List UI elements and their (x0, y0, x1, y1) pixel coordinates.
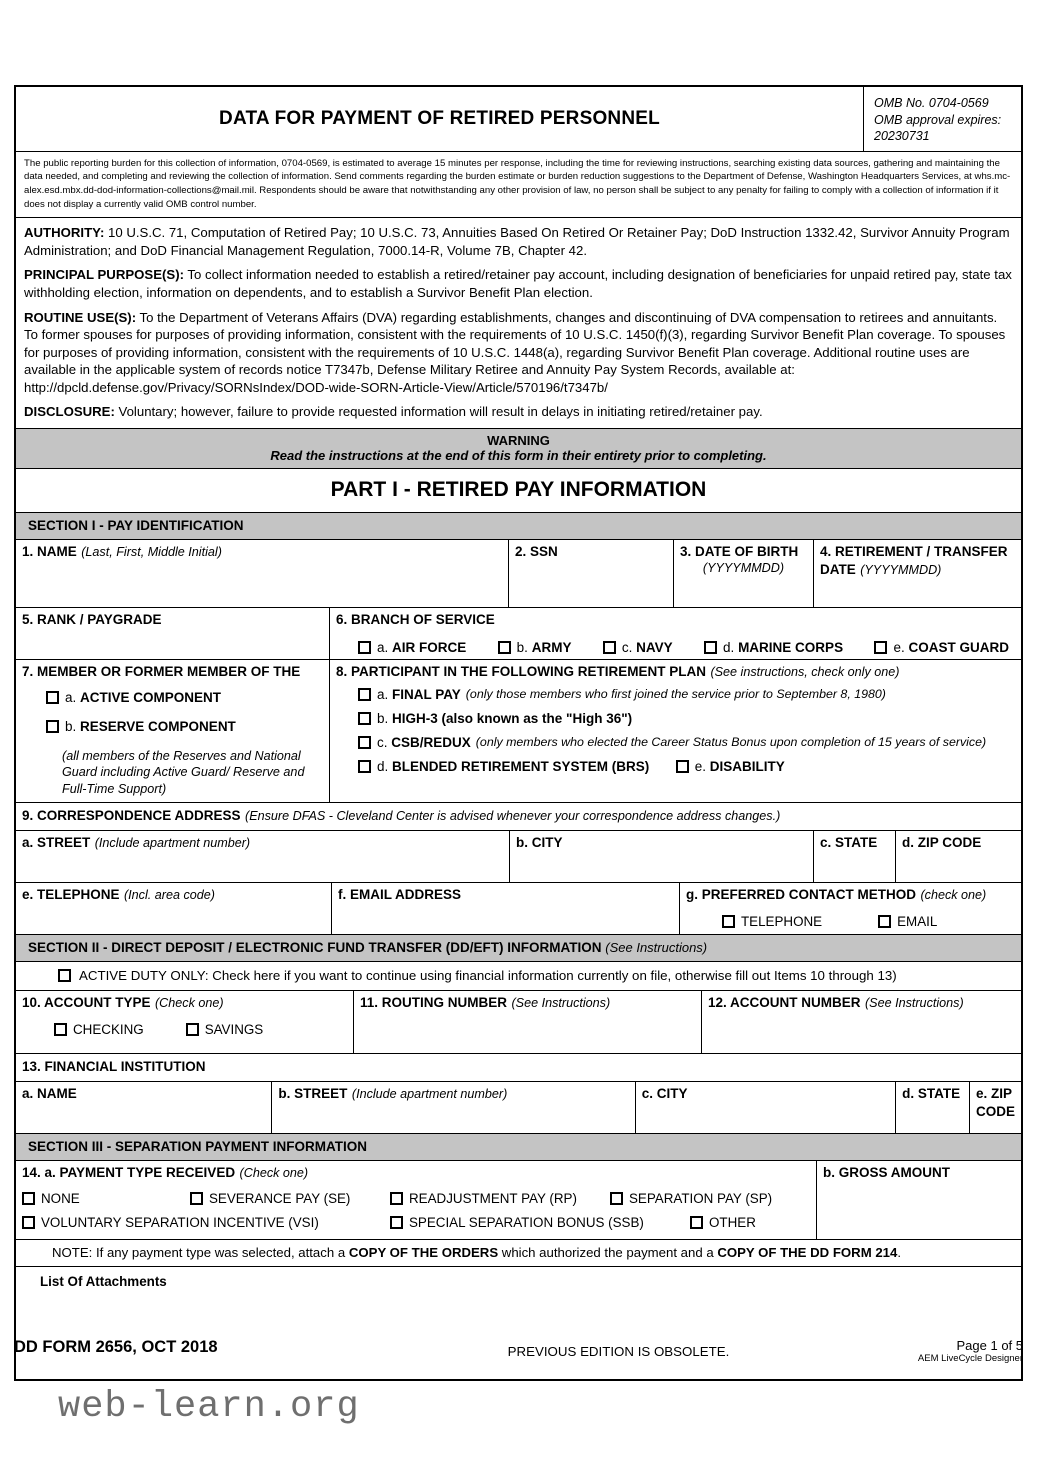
field-retirement-transfer-date[interactable] (814, 540, 1021, 607)
field-date-of-birth[interactable] (674, 540, 814, 607)
contact-row (16, 883, 1021, 935)
payment-option-vsi[interactable] (22, 1215, 390, 1230)
branch-option-navy[interactable] (603, 640, 673, 655)
payment-option-ssb[interactable] (390, 1215, 690, 1230)
field-payment-type (16, 1161, 817, 1239)
item9c-label: c. STATE (820, 834, 878, 850)
form-title-cell (16, 87, 864, 151)
plan-note-csb-redux: (only members who elected the Career Status Bonus upon completion of 15 years of service) (475, 735, 987, 750)
item9b-label: b. CITY (516, 834, 563, 850)
branch-label-coast-guard: COAST GUARD (908, 639, 1009, 655)
plan-label-csb-redux: CSB/REDUX (391, 734, 471, 750)
orders-note (16, 1240, 1021, 1266)
item9a-label: a. STREET (22, 834, 91, 850)
checkbox-icon[interactable] (186, 1023, 199, 1036)
section1-bar: SECTION I - PAY IDENTIFICATION (28, 517, 244, 533)
section1-bar-row (16, 513, 1021, 540)
checkbox-icon[interactable] (874, 641, 887, 654)
warning-heading: WARNING (487, 432, 550, 448)
checkbox-icon[interactable] (58, 969, 71, 982)
form-identifier: DD FORM 2656, OCT 2018 (14, 1338, 218, 1356)
note-mid: which authorized the payment and a (498, 1244, 718, 1260)
active-duty-row (16, 962, 1021, 991)
page-number: Page 1 of 5 (956, 1338, 1023, 1353)
payment-label-vsi: VOLUNTARY SEPARATION INCENTIVE (VSI) (41, 1214, 319, 1230)
field-street[interactable] (16, 831, 510, 882)
warning-row (16, 429, 1021, 469)
designer-credit: AEM LiveCycle Designer (917, 1353, 1023, 1364)
disclosure-text: Voluntary; however, failure to provide requested information will result in delays in initiating retired/retainer pay. (114, 404, 763, 420)
item3-label: 3. DATE OF BIRTH (680, 543, 799, 559)
field-fi-zip-code[interactable] (970, 1082, 1021, 1133)
section2-bar-row (16, 935, 1021, 962)
item3-hint: (YYYYMMDD) (702, 560, 785, 575)
orders-note-row (16, 1240, 1021, 1267)
member-option-active[interactable] (46, 690, 221, 705)
member-label-active: ACTIVE COMPONENT (80, 689, 222, 705)
account-info-row (16, 991, 1021, 1054)
omb-expires-value: 20230731 (874, 129, 930, 144)
form-page (14, 85, 1023, 1381)
item11-hint: (See Instructions) (511, 995, 611, 1010)
field-email-address[interactable] (332, 883, 680, 934)
checkbox-icon[interactable] (358, 712, 371, 725)
field-zip-code[interactable] (896, 831, 1021, 882)
item13b-hint: (Include apartment number) (351, 1086, 508, 1101)
authority-text: 10 U.S.C. 71, Computation of Retired Pay; 10 U.S.C. 73, Annuities Based On Retired Or Retainer Pay; DoD Instruction 1332.42, Survivor Annuity Program Administration; and DoD Financial Management Regulation, 7000.14-R, Volume 7B, Chapter 42. (24, 225, 1010, 258)
note-end: . (897, 1244, 902, 1260)
attachments-label: List Of Attachments (40, 1273, 167, 1289)
item9g-hint: (check one) (920, 887, 987, 902)
item8-label: 8. PARTICIPANT IN THE FOLLOWING RETIREMENT PLAN (336, 663, 706, 679)
branch-options (336, 640, 1015, 655)
item13-label: 13. FINANCIAL INSTITUTION (22, 1058, 206, 1074)
item9f-label: f. EMAIL ADDRESS (338, 886, 462, 902)
item12-hint: (See Instructions) (864, 995, 964, 1010)
item9g-label: g. PREFERRED CONTACT METHOD (686, 886, 916, 902)
checkbox-icon[interactable] (676, 760, 689, 773)
field-city[interactable] (510, 831, 814, 882)
item9-header (16, 803, 1021, 830)
checkbox-icon[interactable] (358, 641, 371, 654)
branch-option-marine-corps[interactable] (704, 640, 843, 655)
field-branch-of-service (330, 608, 1021, 659)
item2-label: 2. SSN (515, 543, 558, 559)
item9a-hint: (Include apartment number) (94, 835, 251, 850)
field-retirement-plan (330, 660, 1021, 802)
authority-paragraph (24, 224, 1013, 259)
payment-option-severance[interactable] (190, 1191, 390, 1206)
item9-label: 9. CORRESPONDENCE ADDRESS (22, 807, 241, 823)
field-state[interactable] (814, 831, 896, 882)
payment-label-separation: SEPARATION PAY (SP) (629, 1190, 773, 1206)
plan-label-brs: BLENDED RETIREMENT SYSTEM (BRS) (392, 758, 650, 774)
payment-option-none[interactable] (22, 1191, 190, 1206)
item14b-label: b. GROSS AMOUNT (823, 1164, 950, 1180)
plan-letter-d: d. (377, 758, 389, 774)
account-type-savings[interactable] (186, 1022, 264, 1037)
active-duty-option[interactable] (16, 962, 1021, 990)
privacy-act-row (16, 218, 1021, 428)
payment-options-row-1 (22, 1191, 810, 1206)
purpose-label: PRINCIPAL PURPOSE(S): (24, 267, 184, 283)
disclosure-label: DISCLOSURE: (24, 404, 115, 420)
member-plan-row (16, 660, 1021, 803)
item12-label: 12. ACCOUNT NUMBER (708, 994, 861, 1010)
plan-letter-b: b. (377, 710, 389, 726)
routine-use-text: To the Department of Veterans Affairs (DVA) regarding establishments, changes and discontinuing of DVA compensation to retirees and annuitants. To former spouses for purposes of providing information, consistent with the requirements of 10 U.S.C. 1450(f)(3), regarding Survivor Benefit Plan coverage. To spouses for purposes of providing information, consistent with the requirements of 10 U.S.C. 1448(a), regarding Survivor Benefit Plan coverage. Additional routine uses are available in the applicable system of records notice T7347b, Defense Military Retiree and Annuity Pay System Records, available at: http://dpcld.defense.gov/Privacy/SORNsIndex/DOD-wide-SORN-Article-View/Article/570196/t7347b/ (24, 309, 1006, 395)
item9e-label: e. TELEPHONE (22, 886, 120, 902)
payment-label-none: NONE (41, 1190, 80, 1206)
identification-row (16, 540, 1021, 608)
branch-label-marine-corps: MARINE CORPS (738, 639, 844, 655)
purpose-text: To collect information needed to establish a retired/retainer pay account, including designation of beneficiaries for unpaid retired pay, state tax withholding election, information on dependents, and to establish a Survivor Benefit Plan election. (24, 267, 1012, 300)
purpose-paragraph (24, 266, 1013, 301)
payment-label-ssb: SPECIAL SEPARATION BONUS (SSB) (409, 1214, 644, 1230)
field-fi-street[interactable] (272, 1082, 635, 1133)
account-type-options (22, 1022, 347, 1037)
branch-label-army: ARMY (531, 639, 572, 655)
section2-bar-hint: (See Instructions) (605, 939, 708, 955)
branch-label-air-force: AIR FORCE (392, 639, 467, 655)
omb-info-cell (864, 87, 1021, 151)
field-member-type (16, 660, 330, 802)
payment-options-row-2 (22, 1215, 810, 1230)
field-fi-city[interactable] (636, 1082, 896, 1133)
checkbox-icon[interactable] (704, 641, 717, 654)
item9e-hint: (Incl. area code) (123, 887, 215, 902)
item11-label: 11. ROUTING NUMBER (360, 994, 508, 1010)
item6-label: 6. BRANCH OF SERVICE (336, 611, 495, 627)
active-duty-text: ACTIVE DUTY ONLY: Check here if you want to continue using financial information currently on file, otherwise fill out Items 10 through 13) (79, 967, 897, 983)
part1-heading: PART I - RETIRED PAY INFORMATION (330, 477, 707, 501)
account-type-label-checking: CHECKING (73, 1021, 144, 1037)
item13d-label: d. STATE (902, 1085, 961, 1101)
address-row (16, 831, 1021, 883)
omb-expires-label: OMB approval expires: (874, 112, 1002, 127)
item4-label: 4. RETIREMENT / TRANSFER (820, 543, 1008, 559)
part1-heading-row (16, 469, 1021, 513)
payment-label-other: OTHER (709, 1214, 756, 1230)
checkbox-icon[interactable] (498, 641, 511, 654)
branch-option-coast-guard[interactable] (874, 640, 1009, 655)
branch-option-air-force[interactable] (358, 640, 466, 655)
payment-option-other[interactable] (690, 1215, 756, 1230)
account-type-label-savings: SAVINGS (204, 1021, 264, 1037)
item9d-label: d. ZIP CODE (902, 834, 982, 850)
item4-hint: (YYYYMMDD) (860, 562, 942, 577)
checkbox-icon[interactable] (390, 1216, 403, 1229)
item13e-label: e. ZIP CODE (976, 1085, 1016, 1119)
branch-option-army[interactable] (498, 640, 572, 655)
checkbox-icon[interactable] (22, 1192, 35, 1205)
branch-letter-c: c. (621, 639, 633, 655)
item10-hint: (Check one) (154, 995, 224, 1010)
section2-bar (16, 935, 1021, 961)
note-bold-orders: COPY OF THE ORDERS (348, 1244, 499, 1260)
pcm-label-email: EMAIL (897, 913, 938, 929)
item14a-hint: (Check one) (239, 1165, 309, 1180)
branch-label-navy: NAVY (636, 639, 673, 655)
checkbox-icon[interactable] (722, 915, 735, 928)
field-account-type (16, 991, 354, 1053)
plan-letter-e: e. (694, 758, 707, 774)
payment-option-separation[interactable] (610, 1191, 772, 1206)
pcm-label-telephone: TELEPHONE (741, 913, 823, 929)
financial-institution-row (16, 1082, 1021, 1134)
footer-right-block (853, 1338, 1023, 1364)
item1-label: 1. NAME (22, 543, 77, 559)
form-header-row (16, 87, 1021, 152)
plan-letter-c: c. (377, 734, 388, 750)
member-option-reserve[interactable] (46, 719, 236, 734)
plan-letter-a: a. (377, 686, 389, 702)
payment-label-readjustment: READJUSTMENT PAY (RP) (409, 1190, 577, 1206)
authority-label: AUTHORITY: (24, 225, 105, 241)
checkbox-icon[interactable] (690, 1216, 703, 1229)
field-fi-name[interactable] (16, 1082, 272, 1133)
member-letter-a: a. (65, 689, 77, 705)
plan-option-disability[interactable] (676, 759, 785, 774)
checkbox-icon[interactable] (610, 1192, 623, 1205)
dd-form-2656 (14, 85, 1023, 1381)
section3-bar-row (16, 1134, 1021, 1161)
account-type-checking[interactable] (54, 1022, 144, 1037)
item5-label: 5. RANK / PAYGRADE (22, 611, 162, 627)
section2-bar-label: SECTION II - DIRECT DEPOSIT / ELECTRONIC FUND TRANSFER (DD/EFT) INFORMATION (28, 939, 602, 955)
previous-edition-note: PREVIOUS EDITION IS OBSOLETE. (507, 1344, 730, 1359)
checkbox-icon[interactable] (390, 1192, 403, 1205)
plan-option-high-3[interactable] (358, 711, 632, 726)
form-footer (14, 1338, 1023, 1364)
omb-number: OMB No. 0704-0569 (874, 96, 989, 110)
branch-letter-a: a. (377, 639, 389, 655)
checkbox-icon[interactable] (878, 915, 891, 928)
branch-letter-e: e. (893, 639, 905, 655)
field-ssn[interactable] (509, 540, 674, 607)
member-options (22, 690, 323, 748)
plan-option-csb-redux[interactable] (358, 735, 986, 750)
plan-label-disability: DISABILITY (709, 758, 785, 774)
item9-hint: (Ensure DFAS - Cleveland Center is advised whenever your correspondence address changes.) (245, 808, 781, 823)
item13b-label: b. STREET (278, 1085, 348, 1101)
note-bold-dd214: COPY OF THE DD FORM 214 (717, 1244, 898, 1260)
financial-institution-header-row (16, 1054, 1021, 1082)
field-gross-amount[interactable] (817, 1161, 1021, 1239)
page-title: DATA FOR PAYMENT OF RETIRED PERSONNEL (219, 107, 660, 129)
note-pre: NOTE: If any payment type was selected, attach a (52, 1244, 349, 1260)
burden-statement-row (16, 152, 1021, 218)
plan-note-final-pay: (only those members who first joined the service prior to September 8, 1980) (465, 687, 886, 702)
field-account-number[interactable] (702, 991, 1021, 1053)
checkbox-icon[interactable] (358, 736, 371, 749)
checkbox-icon[interactable] (190, 1192, 203, 1205)
warning-block (16, 429, 1021, 468)
field-telephone[interactable] (16, 883, 332, 934)
member-label-reserve: RESERVE COMPONENT (80, 718, 236, 734)
field-fi-state[interactable] (896, 1082, 970, 1133)
member-note: (all members of the Reserves and National Guard including Active Guard/ Reserve and Full-Time Support) (62, 748, 305, 796)
plan-label-final-pay: FINAL PAY (392, 686, 461, 702)
checkbox-icon[interactable] (358, 760, 371, 773)
watermark: web-learn.org (58, 1386, 360, 1428)
item4-label2: DATE (820, 561, 856, 577)
pcm-option-telephone[interactable] (722, 914, 822, 929)
plan-option-final-pay[interactable] (358, 687, 886, 702)
plan-label-high-3: HIGH-3 (also known as the "High 36") (392, 710, 633, 726)
branch-letter-b: b. (516, 639, 528, 655)
field-routing-number[interactable] (354, 991, 702, 1053)
checkbox-icon[interactable] (46, 720, 59, 733)
rank-branch-row (16, 608, 1021, 660)
checkbox-icon[interactable] (54, 1023, 67, 1036)
routine-use-label: ROUTINE USE(S): (24, 309, 137, 325)
field-rank-paygrade[interactable] (16, 608, 330, 659)
pcm-option-email[interactable] (878, 914, 937, 929)
branch-letter-d: d. (723, 639, 735, 655)
retirement-plan-options (336, 687, 1015, 783)
field-name[interactable] (16, 540, 509, 607)
item13c-label: c. CITY (641, 1085, 688, 1101)
item13a-label: a. NAME (22, 1085, 77, 1101)
checkbox-icon[interactable] (603, 641, 616, 654)
payment-label-severance: SEVERANCE PAY (SE) (209, 1190, 351, 1206)
item1-hint: (Last, First, Middle Initial) (81, 544, 222, 559)
field-preferred-contact-method (680, 883, 1021, 934)
payment-option-readjustment[interactable] (390, 1191, 610, 1206)
preferred-contact-options (686, 914, 1015, 929)
payment-type-row (16, 1161, 1021, 1240)
checkbox-icon[interactable] (358, 688, 371, 701)
correspondence-address-header-row (16, 803, 1021, 831)
checkbox-icon[interactable] (22, 1216, 35, 1229)
item7-label: 7. MEMBER OR FORMER MEMBER OF THE (22, 663, 301, 679)
item10-label: 10. ACCOUNT TYPE (22, 994, 151, 1010)
checkbox-icon[interactable] (46, 691, 59, 704)
section3-bar: SECTION III - SEPARATION PAYMENT INFORMATION (28, 1138, 368, 1154)
item8-hint: (See instructions, check only one) (710, 664, 900, 679)
item14a-label: 14. a. PAYMENT TYPE RECEIVED (22, 1164, 236, 1180)
member-letter-b: b. (65, 718, 77, 734)
routine-use-paragraph (24, 309, 1013, 397)
privacy-act-statement (16, 218, 1021, 427)
item13-header (16, 1054, 1021, 1081)
burden-statement: The public reporting burden for this collection of information, 0704-0569, is estimated to average 15 minutes per response, including the time for reviewing instructions, searching existing data sources, gathering and maintaining the data needed, and completing and reviewing the collection of information. Send comments regarding the burden estimate or burden reduction suggestions to the Department of Defense, Washington Headquarters Services, at whs.mc-alex.esd.mbx.dd-dod-information-collections@mail.mil. Respondents should be aware that notwithstanding any other provision of law, no person shall be subject to any penalty for failing to comply with a collection of information if it does not display a currently valid OMB control number. (24, 157, 1011, 210)
plan-option-brs[interactable] (358, 759, 649, 774)
disclosure-paragraph (24, 403, 1013, 421)
warning-text: Read the instructions at the end of this form in their entirety prior to completing. (270, 447, 767, 463)
